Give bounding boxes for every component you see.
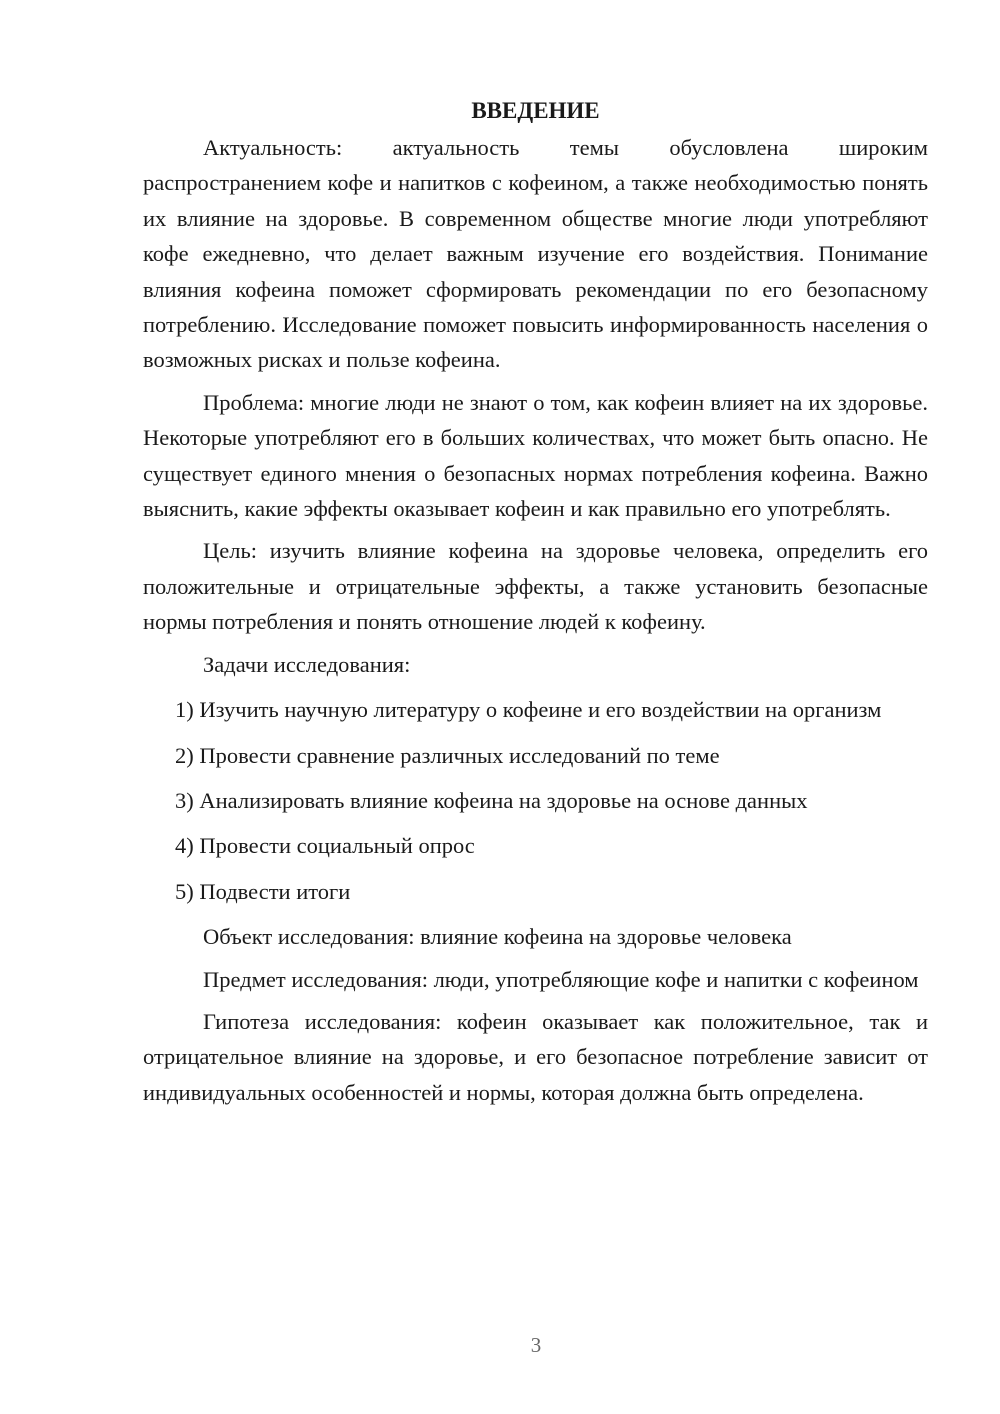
- page-number: 3: [530, 1333, 542, 1357]
- document-page: [143, 96, 928, 1117]
- document-title: ВВЕДЕНИЕ: [471, 98, 600, 123]
- paragraph-object: Объект исследования: влияние кофеина на здоровье человека: [203, 924, 792, 950]
- paragraph-hypothesis: Гипотеза исследования: кофеин оказывает как положительное, так и отрицательное влияние на здоровье, и его безопасное потребление зависит от индивидуальных особенностей и нормы, которая должна быть определена.: [143, 1008, 928, 1105]
- task-item-4: 4) Провести социальный опрос: [175, 833, 475, 859]
- task-item-3: 3) Анализировать влияние кофеина на здоровье на основе данных: [175, 787, 808, 813]
- tasks-list: [143, 692, 928, 909]
- tasks-heading: Задачи исследования:: [203, 651, 411, 677]
- task-item-2: 2) Провести сравнение различных исследований по теме: [175, 742, 720, 768]
- paragraph-problem: Проблема: многие люди не знают о том, как кофеин влияет на их здоровье. Некоторые употребляют его в больших количествах, что может быть опасно. Не существует единого мнения о безопасных нормах потребления кофеина. Важно выяснить, какие эффекты оказывает кофеин и как правильно его употреблять.: [143, 389, 928, 522]
- paragraph-goal: Цель: изучить влияние кофеина на здоровье человека, определить его положительные и отрицательные эффекты, а также установить безопасные нормы потребления и понять отношение людей к кофеину.: [143, 538, 928, 635]
- task-item-1: 1) Изучить научную литературу о кофеине и его воздействии на организм: [175, 697, 882, 723]
- task-item-5: 5) Подвести итоги: [175, 878, 351, 904]
- paragraph-subject: Предмет исследования: люди, употребляющие кофе и напитки с кофеином: [203, 966, 919, 992]
- paragraph-relevance: Актуальность: актуальность темы обусловлена широким распространением кофе и напитков с кофеином, а также необходимостью понять их влияние на здоровье. В современном обществе многие люди употребляют кофе ежедневно, что делает важным изучение его воздействия. Понимание влияния кофеина поможет сформировать рекомендации по его безопасному потреблению. Исследование поможет повысить информированность населения о возможных рисках и пользе кофеина.: [143, 135, 928, 373]
